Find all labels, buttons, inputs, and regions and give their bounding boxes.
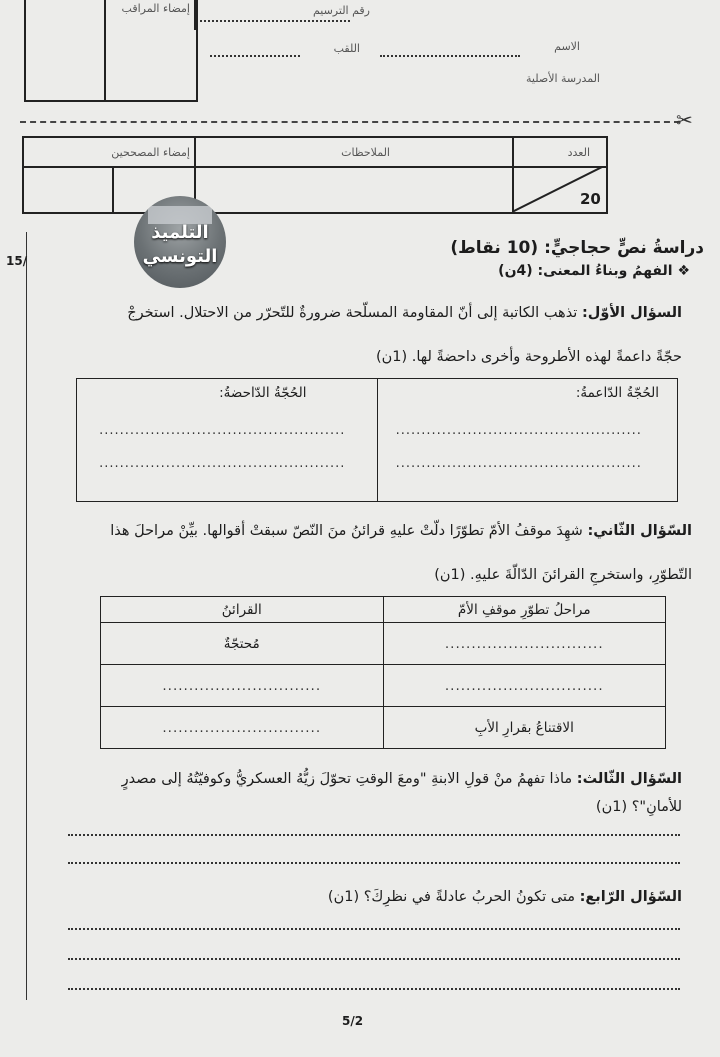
logo-line-2: التونسي (142, 246, 218, 267)
q2-text-1: شهِدَ موقفُ الأمّ تطوّرًا دلّتْ عليهِ قرائنُ منَ النّصّ سبقتْ أقوالها. بيِّنْ مراحلَ هذا (110, 523, 583, 539)
q2-label: السّؤال الثّاني: (587, 523, 692, 539)
q1-support-dots-1: ................................................ (395, 423, 642, 438)
q1-line-1 (40, 296, 682, 330)
surname-label: اللقب (333, 42, 360, 55)
notes-label: الملاحظات (341, 146, 390, 159)
table-row (101, 623, 666, 665)
q1-refute-dots-2: ................................................ (99, 456, 346, 471)
corrector-signature-label: إمضاء المصححين (111, 146, 190, 159)
q1-support-cell[interactable] (377, 379, 678, 502)
q4-answer-line-2[interactable] (68, 958, 680, 960)
supervisor-signature-label: إمضاء المراقب (121, 2, 190, 15)
section-title: دراسةُ نصٍّ حجاجيٍّ: (10 نقاط) (450, 238, 704, 258)
q2-stage-3: الاقتناعُ بقرارِ الأبِ (383, 707, 666, 749)
q1-support-dots-2: ................................................ (395, 456, 642, 471)
name-label: الاسم (554, 40, 580, 53)
mark-label: العدد (567, 146, 590, 159)
q1-support-header: الحُجّةُ الدّاعمةُ: (575, 385, 659, 401)
name-line (380, 55, 520, 57)
grade-box-vline-3 (112, 166, 114, 212)
q2-stage-2[interactable]: .............................. (383, 665, 666, 707)
q1-refute-dots-1: ................................................ (99, 423, 346, 438)
q2-stages-header: مراحلُ تطوّرِ موقفِ الأمّ (383, 597, 666, 623)
margin-line (26, 232, 27, 1000)
grade-total: 20 (580, 190, 601, 208)
school-label: المدرسة الأصلية (526, 72, 600, 85)
q1-table (76, 378, 678, 502)
q1-refute-cell[interactable] (77, 379, 378, 502)
tunisian-student-logo (134, 196, 226, 288)
table-row (101, 707, 666, 749)
seat-number-line (200, 20, 350, 22)
header-box (24, 0, 198, 102)
q1-text-1: تذهب الكاتبة إلى أنّ المقاومة المسلّحة ضرورةٌ للتّحرّر من الاحتلال. استخرجْ (127, 305, 578, 321)
logo-line-1: التلميذ (151, 222, 209, 243)
scissors-icon: ✂ (676, 108, 693, 132)
q1-line-2: حجّةً داعمةً لهذه الأطروحة وأخرى داحضةً لها. (1ن) (375, 349, 682, 365)
page-number: 5/2 (342, 1014, 364, 1028)
header-divider (104, 0, 106, 100)
section-subtitle: ❖ الفهمُ وبناءُ المعنى: (4ن) (498, 263, 690, 279)
q2-line-1 (40, 514, 692, 548)
cut-line (20, 121, 680, 123)
margin-score: 15/ (6, 254, 28, 268)
q2-clues-header: القرائنُ (101, 597, 384, 623)
seat-number-label: رقم الترسيم (312, 4, 370, 17)
q3-label: السّؤال الثّالث: (576, 771, 682, 787)
q3-answer-line-1[interactable] (68, 834, 680, 836)
q2-clue-3[interactable]: .............................. (101, 707, 384, 749)
q1-label: السؤال الأوّل: (581, 305, 682, 321)
q4-line (40, 880, 682, 914)
q4-answer-line-1[interactable] (68, 928, 680, 930)
header-separator (194, 0, 196, 30)
q2-line-2: التّطوّرِ، واستخرجِ القرائنَ الدّالّةَ عليهِ. (1ن) (434, 567, 692, 583)
q2-table (100, 596, 666, 749)
q2-clue-2[interactable]: .............................. (101, 665, 384, 707)
q1-refute-header: الحُجّةُ الدّاحضةُ: (219, 385, 307, 401)
q4-label: السّؤال الرّابع: (579, 889, 682, 905)
q3-line-2: للأمانِ"؟ (1ن) (595, 799, 682, 815)
q2-stage-1[interactable]: .............................. (383, 623, 666, 665)
q4-text: متى تكونُ الحربُ عادلةً في نظرِكَ؟ (1ن) (327, 889, 575, 905)
q4-answer-line-3[interactable] (68, 988, 680, 990)
surname-line (210, 55, 300, 57)
table-row (101, 665, 666, 707)
q2-clue-1: مُحتجّةٌ (101, 623, 384, 665)
q3-answer-line-2[interactable] (68, 862, 680, 864)
q3-text-1: ماذا تفهمُ منْ قولِ الابنةِ "ومعَ الوقتِ تحوّلَ زيُّهُ العسكريُّ وكوفيّتُهُ إلى مصدرٍ (121, 771, 573, 787)
